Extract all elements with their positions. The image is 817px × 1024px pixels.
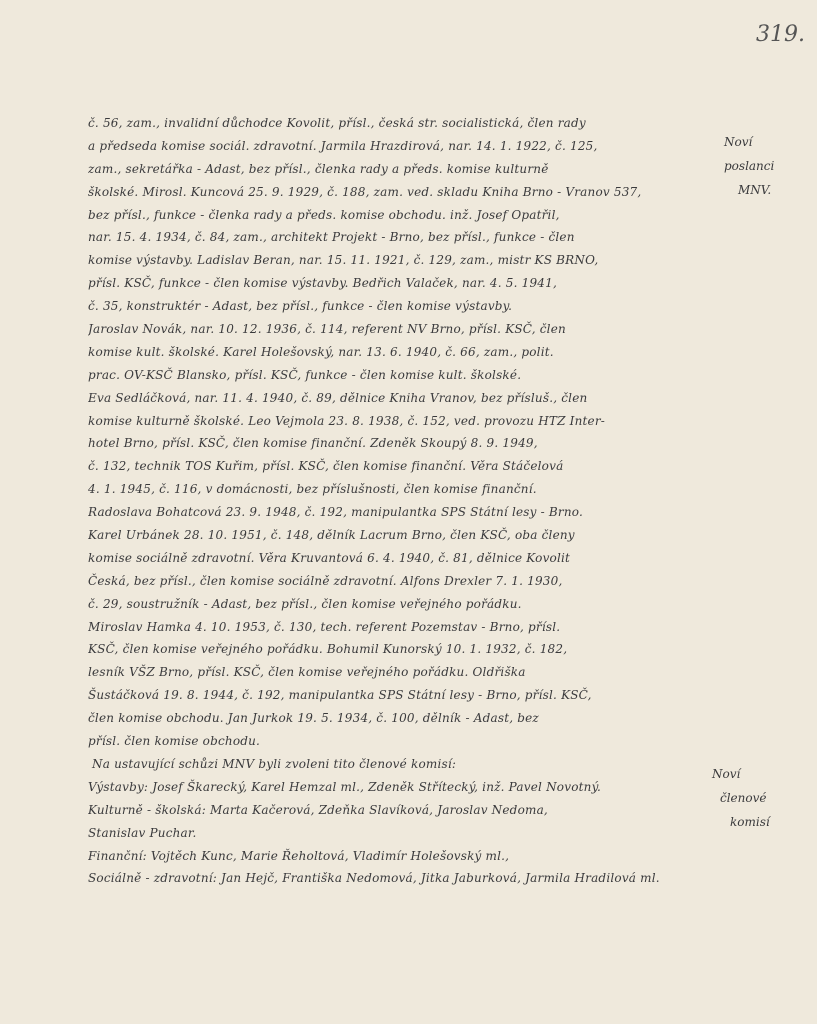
text-line: č. 35, konstruktér - Adast, bez přísl., funkce - člen komise výstavby.	[88, 299, 513, 314]
text-line: Výstavby: Josef Škarecký, Karel Hemzal ml., Zdeněk Střítecký, inž. Pavel Novotný.	[88, 779, 601, 794]
margin-note-line: poslanci	[724, 159, 775, 173]
text-line: Radoslava Bohatcová 23. 9. 1948, č. 192, manipulantka SPS Státní lesy - Brno.	[88, 505, 584, 520]
text-line: Finanční: Vojtěch Kunc, Marie Řeholtová, Vladimír Holešovský ml.,	[88, 848, 510, 863]
text-line: komise výstavby. Ladislav Beran, nar. 15. 11. 1921, č. 129, zam., mistr KS BRNO,	[88, 253, 599, 268]
page-number: 319.	[756, 22, 805, 47]
text-line: č. 56, zam., invalidní důchodce Kovolit, přísl., česká str. socialistická, člen rady	[88, 116, 586, 130]
margin-note-line: členové	[720, 791, 767, 805]
text-line: bez přísl., funkce - členka rady a předs. komise obchodu. inž. Josef Opatřil,	[88, 207, 560, 222]
text-line: Kulturně - školská: Marta Kačerová, Zdeňka Slavíková, Jaroslav Nedoma,	[88, 802, 548, 817]
text-line: a předseda komise sociál. zdravotní. Jarmila Hrazdirová, nar. 14. 1. 1922, č. 125,	[88, 138, 598, 153]
text-line: komise sociálně zdravotní. Věra Kruvantová 6. 4. 1940, č. 81, dělnice Kovolit	[88, 550, 571, 565]
text-line: Karel Urbánek 28. 10. 1951, č. 148, dělník Lacrum Brno, člen KSČ, oba členy	[88, 528, 575, 543]
handwritten-text-body	[88, 112, 728, 890]
text-line: komise kulturně školské. Leo Vejmola 23. 8. 1938, č. 152, ved. provozu HTZ Inter-	[88, 413, 606, 428]
text-line: přísl. člen komise obchodu.	[88, 734, 261, 749]
text-line: Šustáčková 19. 8. 1944, č. 192, manipulantka SPS Státní lesy - Brno, přísl. KSČ,	[88, 688, 592, 703]
text-line: Česká, bez přísl., člen komise sociálně zdravotní. Alfons Drexler 7. 1. 1930,	[88, 573, 563, 588]
text-line: školské. Mirosl. Kuncová 25. 9. 1929, č. 188, zam. ved. skladu Kniha Brno - Vranov 537,	[88, 184, 642, 199]
margin-note-new-committee-members	[712, 762, 802, 834]
margin-note-line: MNV.	[738, 183, 772, 197]
text-line: Sociálně - zdravotní: Jan Hejč, Františka Nedomová, Jitka Jaburková, Jarmila Hradilová ml.	[88, 871, 660, 886]
text-line: Eva Sedláčková, nar. 11. 4. 1940, č. 89, dělnice Kniha Vranov, bez přísluš., člen	[88, 390, 588, 405]
text-line: přísl. KSČ, funkce - člen komise výstavby. Bedřich Valaček, nar. 4. 5. 1941,	[88, 276, 557, 291]
text-line: Jaroslav Novák, nar. 10. 12. 1936, č. 114, referent NV Brno, přísl. KSČ, člen	[88, 322, 566, 337]
text-line: Miroslav Hamka 4. 10. 1953, č. 130, tech. referent Pozemstav - Brno, přísl.	[88, 619, 561, 634]
margin-note-line: Noví	[724, 135, 753, 149]
margin-note-line: komisí	[730, 815, 770, 829]
text-line: Na ustavující schůzi MNV byli zvoleni tito členové komisí:	[92, 756, 457, 771]
text-line: zam., sekretářka - Adast, bez přísl., členka rady a předs. komise kulturně	[88, 161, 549, 176]
text-line: Stanislav Puchar.	[88, 825, 197, 840]
text-line: komise kult. školské. Karel Holešovský, nar. 13. 6. 1940, č. 66, zam., polit.	[88, 344, 554, 359]
text-line: nar. 15. 4. 1934, č. 84, zam., architekt Projekt - Brno, bez přísl., funkce - člen	[88, 230, 575, 245]
text-line: člen komise obchodu. Jan Jurkok 19. 5. 1934, č. 100, dělník - Adast, bez	[88, 711, 539, 726]
text-line: lesník VŠZ Brno, přísl. KSČ, člen komise veřejného pořádku. Oldřiška	[88, 665, 526, 680]
text-line: prac. OV-KSČ Blansko, přísl. KSČ, funkce - člen komise kult. školské.	[88, 367, 522, 382]
margin-note-new-deputies	[724, 130, 804, 202]
margin-note-line: Noví	[712, 767, 741, 781]
text-line: 4. 1. 1945, č. 116, v domácnosti, bez příslušnosti, člen komise finanční.	[88, 482, 537, 497]
text-line: č. 132, technik TOS Kuřim, přísl. KSČ, člen komise finanční. Věra Stáčelová	[88, 459, 564, 474]
text-line: č. 29, soustružník - Adast, bez přísl., člen komise veřejného pořádku.	[88, 596, 522, 611]
text-line: KSČ, člen komise veřejného pořádku. Bohumil Kunorský 10. 1. 1932, č. 182,	[88, 642, 568, 657]
text-line: hotel Brno, přísl. KSČ, člen komise finanční. Zdeněk Skoupý 8. 9. 1949,	[88, 436, 538, 451]
